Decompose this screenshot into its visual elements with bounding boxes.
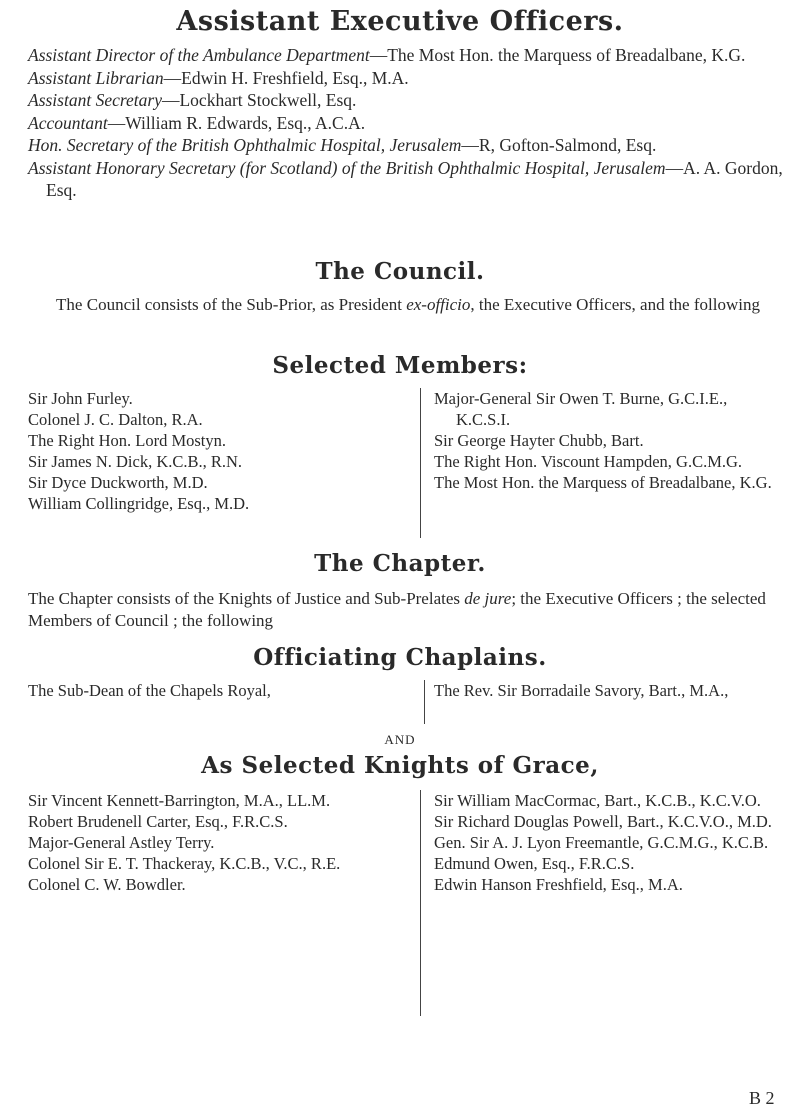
knight-entry: Sir Vincent Kennett-Barrington, M.A., LL.M. <box>28 791 331 810</box>
officers-list <box>28 44 788 202</box>
officer-name: —Edwin H. Freshfield, Esq., M.A. <box>163 67 409 88</box>
council-intro-text: The Council consists of the Sub-Prior, as President <box>56 295 407 314</box>
page-title: Assistant Executive Officers. <box>176 6 624 37</box>
member-entry: The Most Hon. the Marquess of Breadalbane, K.G. <box>434 473 772 492</box>
knight-entry: Colonel Sir E. T. Thackeray, K.C.B., V.C., R.E. <box>28 854 341 873</box>
officer-name: —A. A. Gordon, Esq. <box>46 157 783 200</box>
knight-entry: Robert Brudenell Carter, Esq., F.R.C.S. <box>28 812 288 831</box>
officer-name: —R, Gofton-Salmond, Esq. <box>461 135 657 155</box>
selected-members-heading: Selected Members: <box>272 352 528 379</box>
knight-entry: Edmund Owen, Esq., F.R.C.S. <box>434 854 635 873</box>
officer-entry <box>28 157 788 202</box>
and-separator: AND <box>384 732 416 747</box>
member-entry: Sir Dyce Duckworth, M.D. <box>28 473 208 492</box>
chaplain-entry: The Rev. Sir Borradaile Savory, Bart., M.A., <box>434 681 729 700</box>
officer-role: Assistant Librarian <box>28 67 164 88</box>
chaplain-left <box>28 680 398 701</box>
chapter-heading: The Chapter. <box>314 550 486 577</box>
knights-left-column <box>28 790 408 895</box>
officer-name: —Lockhart Stockwell, Esq. <box>161 90 357 110</box>
knight-entry: Edwin Hanson Freshfield, Esq., M.A. <box>434 875 683 894</box>
chapter-intro-text-2: ; the Executive Officers ; the selected Members of Council ; the following <box>28 589 766 630</box>
council-left-column <box>28 388 398 514</box>
officiating-chaplains-heading: Officiating Chaplains. <box>253 644 547 671</box>
member-entry: Major-General Sir Owen T. Burne, G.C.I.E., K.C.S.I. <box>434 389 728 429</box>
officer-name: —The Most Hon. the Marquess of Breadalbane, K.G. <box>369 45 746 65</box>
column-divider <box>424 680 425 724</box>
officer-entry <box>28 134 788 157</box>
member-entry: The Right Hon. Viscount Hampden, G.C.M.G. <box>434 452 743 471</box>
chapter-intro <box>28 588 788 632</box>
officer-role: Assistant Director of the Ambulance Department <box>28 45 370 65</box>
knights-right-column <box>434 790 774 895</box>
member-entry: The Right Hon. Lord Mostyn. <box>28 431 226 450</box>
officer-entry <box>28 89 788 112</box>
member-entry: Sir John Furley. <box>28 389 133 408</box>
officer-entry <box>28 67 788 90</box>
officer-role: Hon. Secretary of the British Ophthalmic Hospital, Jerusalem <box>28 135 462 155</box>
knight-entry: Sir William MacCormac, Bart., K.C.B., K.C.V.O. <box>434 791 761 810</box>
member-entry: Colonel J. C. Dalton, R.A. <box>28 410 203 429</box>
officer-entry <box>28 112 788 135</box>
chaplain-entry: The Sub-Dean of the Chapels Royal, <box>28 681 271 700</box>
knight-entry: Gen. Sir A. J. Lyon Freemantle, G.C.M.G., K.C.B. <box>434 833 769 852</box>
council-intro <box>28 294 788 316</box>
council-intro-text-2: , the Executive Officers, and the following <box>470 295 760 314</box>
officer-role: Assistant Secretary <box>28 90 162 110</box>
column-divider <box>420 790 421 1016</box>
chapter-intro-text: The Chapter consists of the Knights of Justice and Sub-Prelates <box>28 589 465 608</box>
knights-of-grace-heading: As Selected Knights of Grace, <box>201 752 599 779</box>
page-number: B 2 <box>749 1088 775 1108</box>
officer-role: Accountant <box>28 112 108 133</box>
knight-entry: Major-General Astley Terry. <box>28 833 215 852</box>
chaplain-right <box>434 680 774 701</box>
council-right-column <box>434 388 774 493</box>
officer-entry <box>28 44 788 67</box>
knight-entry: Sir Richard Douglas Powell, Bart., K.C.V.O., M.D. <box>434 812 772 831</box>
chapter-intro-italic: de jure <box>464 589 512 608</box>
officer-name: —William R. Edwards, Esq., A.C.A. <box>107 112 366 133</box>
council-heading: The Council. <box>315 258 485 285</box>
officer-role: Assistant Honorary Secretary (for Scotland) of the British Ophthalmic Hospital, Jerusalem <box>28 157 666 178</box>
member-entry: Sir George Hayter Chubb, Bart. <box>434 431 644 450</box>
member-entry: Sir James N. Dick, K.C.B., R.N. <box>28 452 243 471</box>
council-intro-italic: ex-officio <box>406 295 471 314</box>
knight-entry: Colonel C. W. Bowdler. <box>28 875 186 894</box>
member-entry: William Collingridge, Esq., M.D. <box>28 494 250 513</box>
column-divider <box>420 388 421 538</box>
